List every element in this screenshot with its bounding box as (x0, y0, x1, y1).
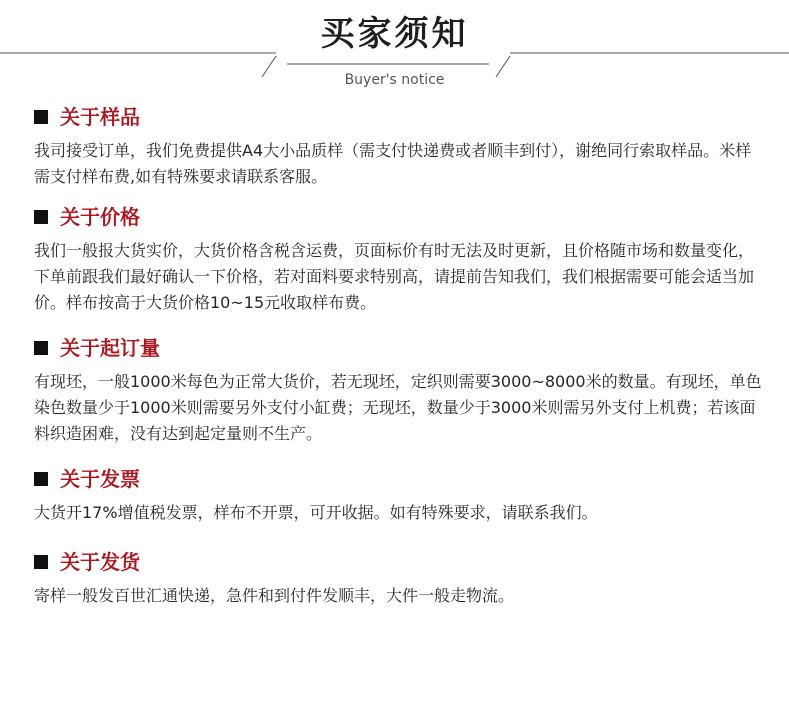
section-body: 大货开17%增值税发票，样布不开票，可开收据。如有特殊要求，请联系我们。 (34, 503, 598, 522)
section-body: 有现坯，一般1000米每色为正常大货价，若无现坯，定织则需要3000~8000米的数量。有现坯，单色染色数量少于1000米则需要另外支付小缸费；无现坯，数量少于3000米则需另外支付上机费；若该面料织造困难，没有达到起定量则不生产。 (34, 372, 762, 443)
section-minimum-order (34, 333, 764, 447)
section-shipping (34, 547, 764, 609)
section-title: 关于样品 (60, 105, 140, 129)
square-bullet-icon (34, 210, 48, 224)
square-bullet-icon (34, 110, 48, 124)
section-title: 关于起订量 (60, 336, 160, 360)
section-heading (34, 464, 764, 494)
square-bullet-icon (34, 472, 48, 486)
section-title: 关于发货 (60, 550, 140, 574)
section-heading (34, 547, 764, 577)
section-pricing (34, 202, 764, 316)
section-body: 我司接受订单，我们免费提供A4大小品质样（需支付快递费或者顺丰到付），谢绝同行索取样品。米样需支付样布费,如有特殊要求请联系客服。 (34, 141, 752, 186)
section-heading (34, 202, 764, 232)
square-bullet-icon (34, 555, 48, 569)
section-heading (34, 333, 764, 363)
section-invoice (34, 464, 764, 526)
section-body: 寄样一般发百世汇通快递，急件和到付件发顺丰，大件一般走物流。 (34, 586, 515, 605)
header (0, 0, 789, 100)
page-subtitle: Buyer's notice (344, 72, 445, 88)
section-samples (34, 102, 764, 190)
page-title: 买家须知 (320, 14, 469, 54)
square-bullet-icon (34, 341, 48, 355)
section-title: 关于发票 (60, 467, 140, 491)
section-heading (34, 102, 764, 132)
section-body: 我们一般报大货实价，大货价格含税含运费，页面标价有时无法及时更新，且价格随市场和数量变化，下单前跟我们最好确认一下价格，若对面料要求特别高，请提前告知我们，我们根据需要可能会适当加价。样布按高于大货价格10~15元收取样布费。 (34, 241, 755, 312)
section-title: 关于价格 (60, 205, 140, 229)
